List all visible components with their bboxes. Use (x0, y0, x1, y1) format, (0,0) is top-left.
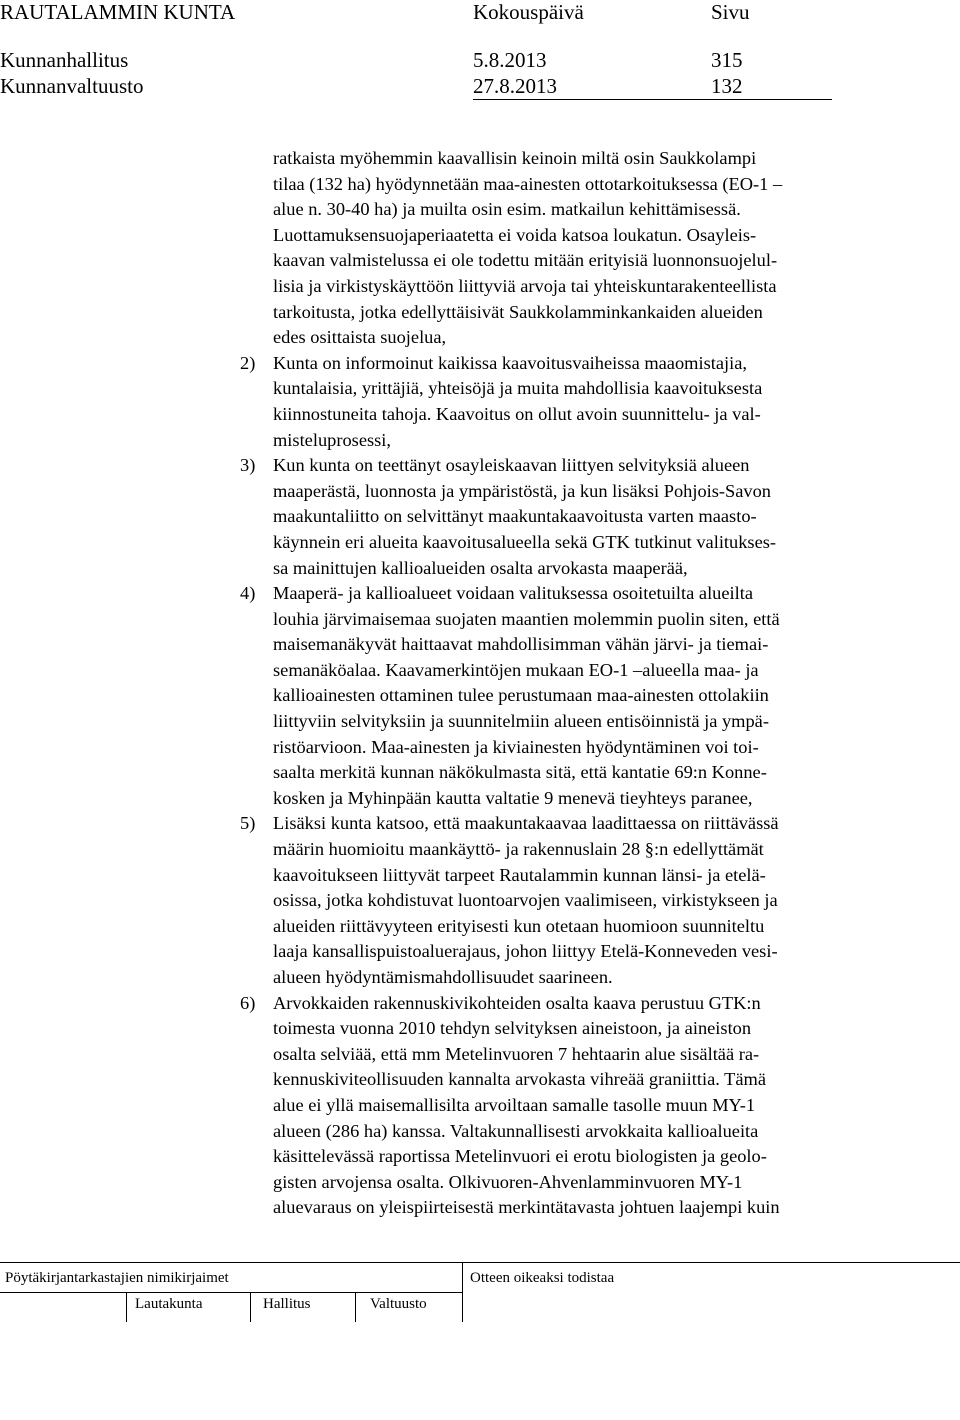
text-line: louhia järvimaisemaa suojaten maantien molemmin puolin siten, että (273, 608, 780, 629)
page-number: 315 (711, 48, 743, 72)
list-item (240, 351, 873, 453)
text-line: osalta selviää, että mm Metelinvuoren 7 hehtaarin alue sisältää ra- (273, 1043, 760, 1064)
meeting-date: 5.8.2013 (473, 48, 547, 72)
text-line: alueen hyödyntämismahdollisuudet saarineen. (273, 967, 613, 987)
meeting-date-text: 27.8.2013 (473, 74, 557, 98)
text-line: Maaperä- ja kallioalueet voidaan valituksessa osoitetuilta alueilta (273, 583, 754, 604)
text-line: alue n. 30-40 ha) ja muilta osin esim. matkailun kehittämisessä. (273, 199, 741, 220)
text-line: alueiden riittävyyteen erityisesti kun otetaan huomioon suunniteltu (273, 915, 765, 936)
meeting-date-label: Kokouspäivä (473, 0, 584, 24)
text-line: gisten arvojensa osalta. Olkivuoren-Ahvenlamminvuoren MY-1 (273, 1171, 743, 1192)
text-line: maaperästä, luonnosta ja ympäristöstä, ja kun lisäksi Pohjois-Savon (273, 480, 772, 501)
text-line: ristöarvioon. Maa-ainesten ja kiviainesten hyödyntäminen voi toi- (273, 736, 759, 757)
list-item-number: 2) (240, 352, 256, 373)
text-line: toimesta vuonna 2010 tehdyn selvityksen aineistoon, ja aineiston (273, 1018, 752, 1039)
list-item (240, 581, 873, 811)
footer-divider (462, 1262, 463, 1322)
text-line: kosken ja Myhinpään kautta valtatie 9 menevä tieyhteys paranee, (273, 787, 753, 808)
text-line: kuntalaisia, yrittäjiä, yhteisöjä ja muita mahdollisia kaavoituksesta (273, 378, 763, 399)
text-line: semanäköalaa. Kaavamerkintöjen mukaan EO-1 –alueella maa- ja (273, 659, 759, 680)
list-item-number: 6) (240, 992, 256, 1013)
certified-label: Otteen oikeaksi todistaa (470, 1270, 615, 1286)
footer-col-divider (250, 1292, 251, 1322)
text-line: edes osittaista suojelua, (273, 327, 447, 348)
text-line: Arvokkaiden rakennuskivikohteiden osalta kaava perustuu GTK:n (273, 992, 761, 1013)
footer-col-hallitus: Hallitus (263, 1296, 311, 1312)
text-line: alueen (286 ha) kanssa. Valtakunnallisesti arvokkaita kallioalueita (273, 1120, 759, 1141)
text-line: kallioainesten ottaminen tulee perustumaan maa-ainesten ottolakiin (273, 685, 769, 706)
text-line: alue ei yllä maisemallisilta arvoiltaan samalle tasolle muun MY-1 (273, 1094, 756, 1115)
initials-label: Pöytäkirjantarkastajien nimikirjaimet (5, 1270, 229, 1286)
text-line: misteluprosessi, (273, 429, 392, 450)
text-line: osissa, jotka kohdistuvat luontoarvojen vaalimiseen, virkistykseen ja (273, 890, 778, 911)
organization-name: RAUTALAMMIN KUNTA (0, 0, 236, 24)
text-line: maakuntaliitto on selvittänyt maakuntakaavoitusta varten maasto- (273, 506, 757, 527)
text-line: Luottamuksensuojaperiaatetta ei voida katsoa loukatun. Osayleis- (273, 224, 757, 245)
text-line: määrin huomioitu maankäyttö- ja rakennuslain 28 §:n edellyttämät (273, 839, 764, 860)
text-line: Kun kunta on teettänyt osayleiskaavan liittyen selvityksiä alueen (273, 455, 750, 476)
list-item-number: 3) (240, 455, 256, 476)
signature-footer (0, 1262, 960, 1322)
footer-mid-rule (0, 1292, 462, 1293)
text-line: saalta merkitä kunnan näkökulmasta sitä, että kantatie 69:n Konne- (273, 762, 767, 783)
text-line: Kunta on informoinut kaikissa kaavoitusvaiheissa maaomistajia, (273, 352, 747, 373)
list-item-number: 5) (240, 813, 256, 834)
text-line: kiinnostuneita tahoja. Kaavoitus on ollut avoin suunnittelu- ja val- (273, 403, 761, 424)
text-line: sa mainittujen kallioalueiden osalta arvokasta maaperää, (273, 557, 688, 578)
text-line: lisia ja virkistyskäyttöön liittyviä arvoja tai yhteiskuntarakenteellista (273, 275, 777, 296)
intro-paragraph (273, 146, 873, 351)
text-line: tilaa (132 ha) hyödynnetään maa-ainesten ottotarkoituksessa (EO-1 – (273, 173, 783, 194)
footer-col-divider (126, 1292, 127, 1322)
text-line: kaavoitukseen liittyvät tarpeet Rautalammin kunnan länsi- ja etelä- (273, 864, 766, 885)
text-line: ratkaista myöhemmin kaavallisin keinoin miltä osin Saukkolampi (273, 148, 757, 168)
text-line: aluevaraus on yleispiirteisestä merkintätavasta johtuen laajempi kuin (273, 1197, 780, 1218)
page-label: Sivu (711, 0, 750, 24)
text-line: maisemanäkyvät haittaavat mahdollisimman vähän järvi- ja tiemai- (273, 634, 769, 655)
document-body (240, 146, 873, 1221)
numbered-list (240, 351, 873, 1221)
meeting-body: Kunnanhallitus (0, 48, 129, 72)
footer-col-divider (355, 1292, 356, 1322)
list-item (240, 991, 873, 1221)
meeting-body: Kunnanvaltuusto (0, 74, 144, 98)
footer-col-lautakunta: Lautakunta (135, 1296, 203, 1312)
text-line: käynnein eri alueita kaavoitusalueella sekä GTK tutkinut valitukses- (273, 531, 777, 552)
text-line: liittyviin selvityksiin ja suunnitelmiin alueen entisöinnistä ja ympä- (273, 711, 769, 732)
footer-col-valtuusto: Valtuusto (370, 1296, 427, 1312)
text-line: tarkoitusta, jotka edellyttäisivät Saukkolamminkankaiden alueiden (273, 301, 763, 322)
text-line: kaavan valmistelussa ei ole todettu mitään erityisiä luonnonsuojelul- (273, 250, 778, 271)
text-line: käsittelevässä raportissa Metelinvuori ei erotu biologisten ja geolo- (273, 1146, 767, 1167)
meeting-date (473, 74, 832, 100)
list-item (240, 453, 873, 581)
list-item-number: 4) (240, 583, 256, 604)
text-line: Lisäksi kunta katsoo, että maakuntakaavaa laadittaessa on riittävässä (273, 813, 779, 834)
list-item (240, 811, 873, 990)
page-number: 132 (711, 74, 743, 98)
text-line: kennuskiviteollisuuden kannalta arvokasta vihreää graniittia. Tämä (273, 1069, 766, 1090)
footer-top-rule (0, 1262, 960, 1263)
text-line: laaja kansallispuistoaluerajaus, johon liittyy Etelä-Konneveden vesi- (273, 941, 778, 962)
